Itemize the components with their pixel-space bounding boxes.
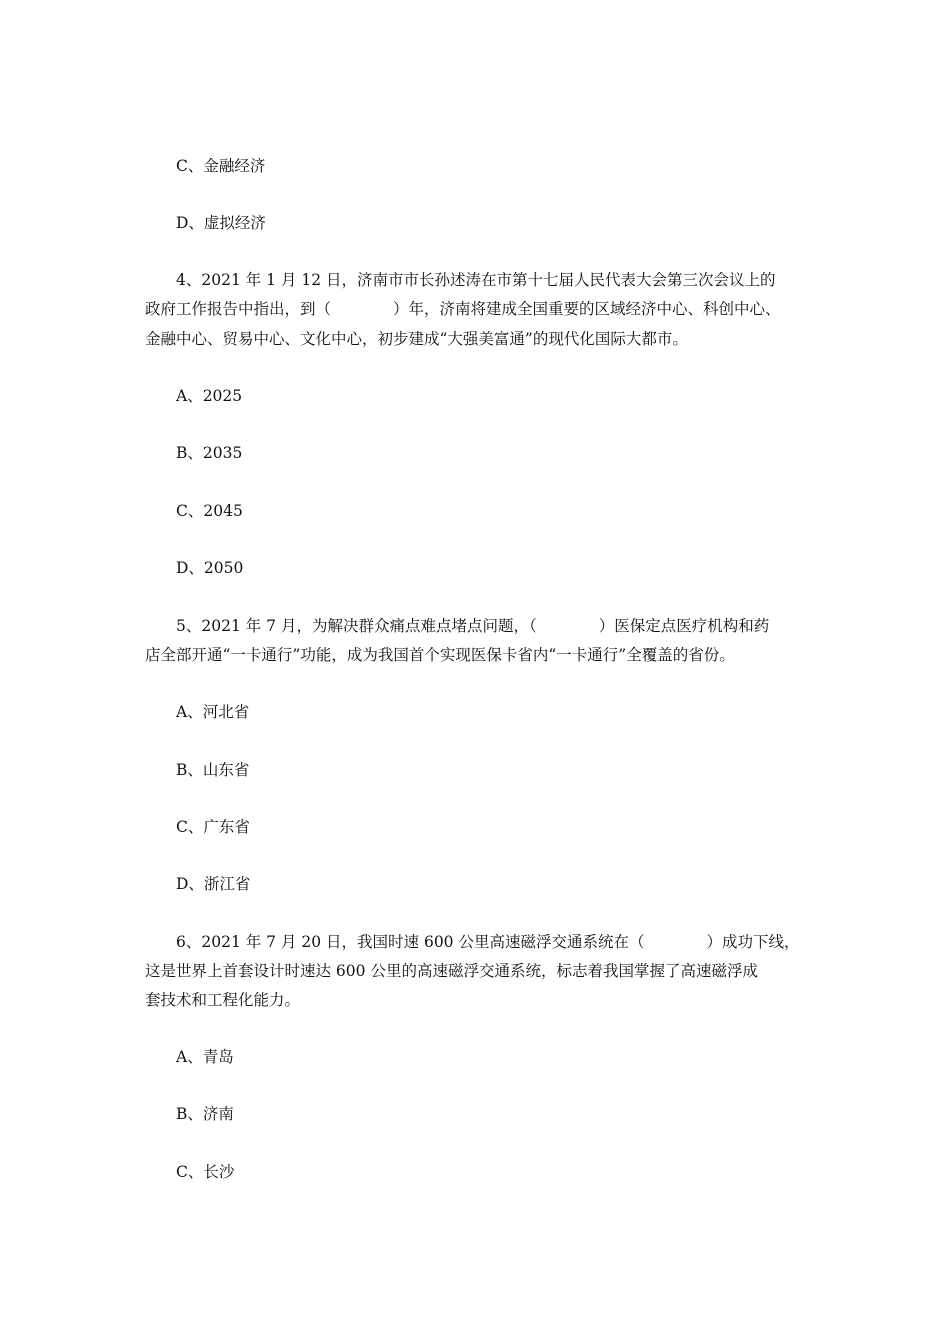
question-6-line-2: 这是世界上首套设计时速达 600 公里的高速磁浮交通系统，标志着我国掌握了高速磁浮成: [145, 962, 758, 980]
question-5-line-2: 店全部开通“一卡通行”功能，成为我国首个实现医保卡省内“一卡通行”全覆盖的省份。: [145, 646, 735, 664]
question-6-option-b: B、济南: [176, 1105, 234, 1123]
question-4-line-3: 金融中心、贸易中心、文化中心，初步建成“大强美富通”的现代化国际大都市。: [145, 330, 688, 348]
option-d: D、虚拟经济: [176, 214, 266, 232]
question-6-line-1: 6、2021 年 7 月 20 日，我国时速 600 公里高速磁浮交通系统在（ ）成功下线，: [176, 933, 800, 951]
question-6-line-3: 套技术和工程化能力。: [145, 991, 301, 1009]
question-5-option-b: B、山东省: [176, 761, 250, 779]
question-5-line-1: 5、2021 年 7 月，为解决群众痛点难点堵点问题，（ ）医保定点医疗机构和药: [176, 617, 770, 635]
question-4-line-2: 政府工作报告中指出，到（ ）年，济南将建成全国重要的区域经济中心、科创中心、: [145, 300, 781, 318]
question-5-option-a: A、河北省: [176, 703, 250, 721]
question-4-option-c: C、2045: [176, 502, 243, 520]
question-4-option-b: B、2035: [176, 444, 243, 462]
question-5-option-d: D、浙江省: [176, 875, 251, 893]
question-6-option-a: A、青岛: [176, 1048, 234, 1066]
question-4-option-d: D、2050: [176, 559, 244, 577]
question-4-line-1: 4、2021 年 1 月 12 日，济南市市长孙述涛在市第十七届人民代表大会第三次会议上的: [176, 271, 776, 289]
question-4-option-a: A、2025: [176, 387, 243, 405]
question-5-option-c: C、广东省: [176, 818, 250, 836]
question-6-option-c: C、长沙: [176, 1163, 235, 1181]
option-c: C、金融经济: [176, 157, 266, 175]
